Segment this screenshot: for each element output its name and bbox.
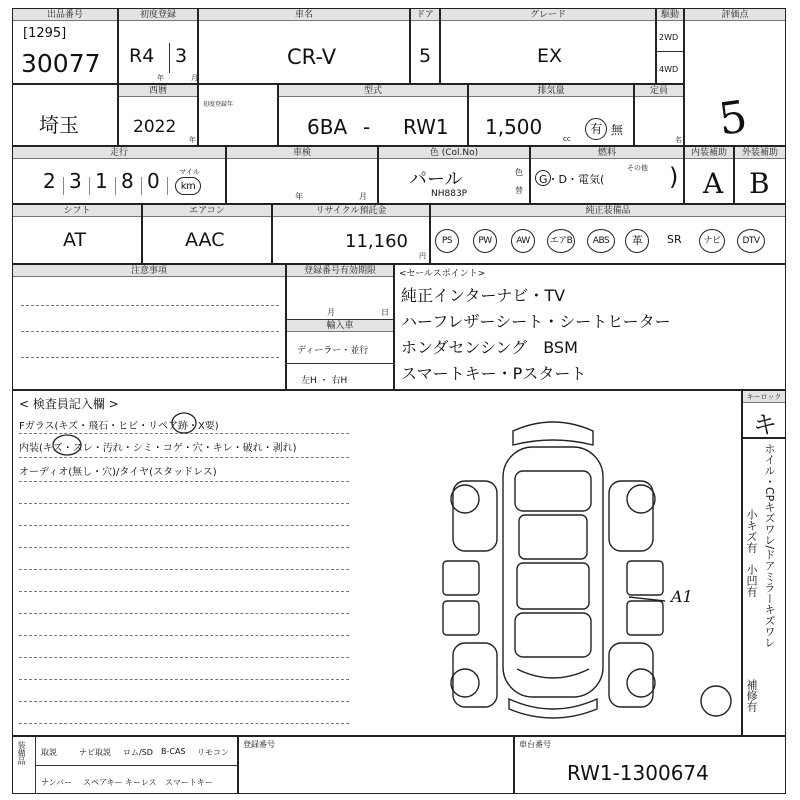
side-notes-cell (742, 438, 786, 736)
fuel-options: G・D・電気( (539, 173, 605, 186)
ac: AAC (185, 229, 225, 251)
mileage-digit-2: 3 (69, 169, 82, 193)
model-type-prefix: 6BA (307, 115, 348, 139)
fuel-close: ) (669, 163, 679, 191)
fuel-other: その他 (627, 164, 648, 172)
sales-point-1: 純正インターナビ・TV (401, 286, 566, 305)
header-shift: シフト (13, 205, 141, 217)
inspection-title: < 検査員記入欄 > (19, 397, 119, 411)
sales-points-cell (394, 264, 786, 390)
equipment-label: 装備品 (17, 741, 26, 765)
header-import: 輸入車 (287, 320, 393, 332)
header-exterior-grade: 外装補助 (735, 147, 785, 159)
doors: 5 (419, 45, 432, 67)
month-unit: 月 (191, 74, 198, 82)
inspection-audio-tire: オーディオ(無し・穴)/タイヤ(スタッドレス) (19, 467, 217, 478)
west-year: 2022 (133, 117, 177, 137)
grade-cell (440, 8, 656, 84)
color-change-1: 色 (515, 168, 523, 177)
mile-label: マイル (179, 168, 200, 176)
prefecture-cell (12, 84, 118, 146)
grade: EX (537, 45, 563, 67)
car-name: CR-V (287, 45, 337, 69)
damage-mark: A1 (671, 587, 693, 606)
expiry-month-unit: 月 (327, 308, 335, 317)
car-diagram (433, 411, 673, 731)
km-label: km (175, 177, 201, 195)
lot-number: 30077 (21, 49, 101, 78)
header-ac: エアコン (143, 205, 271, 217)
shift: AT (63, 229, 87, 251)
mileage-digit-3: 1 (95, 169, 108, 193)
option-navi: ナビ (699, 229, 725, 253)
recycle-cell (272, 204, 430, 264)
header-displacement: 排気量 (469, 85, 633, 97)
header-sales-points: <セールスポイント> (399, 269, 486, 279)
option-abs: ABS (587, 229, 615, 253)
color-cell (378, 146, 530, 204)
equip-rom-sd: ロム/SD (123, 748, 153, 757)
header-drive: 駆動 (657, 9, 683, 21)
header-key-lock: キーロック (743, 391, 785, 403)
doors-cell (410, 8, 440, 84)
interior-grade-cell (684, 146, 734, 204)
equip-spare-key: スペアキー (83, 778, 123, 787)
header-registration-expiry: 登録番号有効期限 (287, 265, 393, 277)
registration-era-year: R4 (129, 45, 155, 67)
prefecture: 埼玉 (39, 113, 79, 137)
header-grade: グレード (441, 9, 655, 21)
header-interior-grade: 内装補助 (685, 147, 733, 159)
header-score: 評価点 (685, 9, 785, 21)
notes-cell (12, 264, 286, 390)
ac-cell (142, 204, 272, 264)
option-leather: 革 (625, 229, 649, 253)
mileage-cell (12, 146, 226, 204)
options-cell (430, 204, 786, 264)
equip-navi-manual: ナビ取説 (79, 748, 111, 757)
option-airbag: エアB (547, 229, 575, 253)
equip-plate: ナンバー (41, 778, 73, 787)
score-cell (684, 8, 786, 146)
header-west-year: 西暦 (119, 85, 197, 97)
mileage-digit-5: 0 (147, 169, 160, 193)
score-value: 5 (715, 91, 751, 146)
displacement-cell (468, 84, 634, 146)
turbo-yes: 有 (585, 118, 607, 140)
capacity-cell (634, 84, 684, 146)
option-dtv: DTV (737, 229, 765, 253)
displacement: 1,500 (485, 115, 543, 139)
header-lot-number: 出品番号 (13, 9, 117, 21)
exterior-grade-cell (734, 146, 786, 204)
west-year-cell (118, 84, 198, 146)
header-options: 純正装備品 (431, 205, 785, 217)
equip-manual: 取説 (41, 748, 57, 757)
color-name: パール (409, 169, 463, 190)
model-type-code: RW1 (403, 115, 449, 139)
recycle-amount: 11,160 (345, 231, 408, 252)
expiry-day-unit: 日 (381, 308, 389, 317)
header-registration-number: 登録番号 (243, 740, 275, 749)
inspection-interior: 内装(キズ・スレ・汚れ・シミ・コゲ・穴・キレ・破れ・剥れ) (19, 443, 297, 454)
header-recycle: リサイクル預託金 (273, 205, 429, 217)
chassis-number: RW1-1300674 (567, 761, 709, 785)
first-reg-note: 初度登録年 (203, 101, 234, 108)
drive-4wd: 4WD (659, 65, 679, 74)
interior-grade: A (703, 167, 724, 200)
header-doors: ドア (411, 9, 439, 21)
first-registration-cell (118, 8, 198, 84)
equip-keyless: キーレス (125, 778, 157, 787)
first-reg-note-cell (198, 84, 278, 146)
header-model-type: 型式 (279, 85, 467, 97)
registration-month: 3 (175, 45, 188, 67)
color-change-2: 替 (515, 186, 523, 195)
side-note-3: 補修有 (745, 679, 758, 712)
sales-point-2: ハーフレザーシート・シートヒーター (401, 312, 671, 331)
inspection-date-cell (226, 146, 378, 204)
capacity-unit: 名 (675, 136, 682, 144)
lot-small-number: [1295] (23, 26, 67, 41)
equip-bcas: B-CAS (161, 747, 186, 756)
inspection-month-unit: 月 (359, 192, 367, 201)
header-mileage: 走行 (13, 147, 225, 159)
dealer-parallel: ディーラー・並行 (297, 346, 369, 356)
option-pw: PW (473, 229, 497, 253)
chassis-number-cell (514, 736, 786, 794)
shift-cell (12, 204, 142, 264)
inspection-windshield: Fガラス(キズ・飛石・ヒビ・リペア跡・X要) (19, 421, 219, 432)
handle-side: 左H ・ 右H (301, 376, 348, 386)
equip-remote: リモコン (197, 748, 229, 757)
model-type-separator: - (363, 115, 371, 139)
footer-equipment-cell (12, 736, 238, 794)
recycle-yen: 円 (419, 252, 426, 260)
displacement-unit: cc (563, 135, 571, 143)
year-unit: 年 (157, 74, 164, 82)
drive-2wd: 2WD (659, 33, 679, 42)
side-note-2: 小キズ有 小凹有 (745, 509, 758, 597)
turbo-no: 無 (611, 123, 624, 137)
header-fuel: 燃料 (531, 147, 683, 159)
option-ps: PS (435, 229, 459, 253)
header-car-name: 車名 (199, 9, 409, 21)
sales-point-3: ホンダセンシング BSM (401, 338, 578, 357)
key-lock-mark: キ (753, 411, 777, 439)
west-year-unit: 年 (189, 136, 196, 144)
inspection-year-unit: 年 (295, 192, 303, 201)
header-first-registration: 初度登録 (119, 9, 197, 21)
header-inspection-date: 車検 (227, 147, 377, 159)
model-type-cell (278, 84, 468, 146)
auction-sheet (12, 8, 786, 794)
option-aw: AW (511, 229, 535, 253)
lot-number-cell (12, 8, 118, 84)
header-chassis-number: 車台番号 (519, 740, 551, 749)
car-name-cell (198, 8, 410, 84)
header-notes: 注意事項 (13, 265, 285, 277)
option-sunroof: SR (667, 233, 682, 246)
equip-smart-key: スマートキー (165, 778, 213, 787)
sales-point-4: スマートキー・Pスタート (401, 364, 587, 383)
header-color: 色 (Col.No) (379, 147, 529, 159)
spare-tire-icon (699, 681, 733, 721)
registration-expiry-cell (286, 264, 394, 390)
key-lock-cell (742, 390, 786, 438)
mileage-digit-4: 8 (121, 169, 134, 193)
exterior-grade: B (749, 167, 770, 200)
inspection-area (12, 390, 742, 736)
side-note-1: ホイル・CPキズワレ/ドアミラーキズワレ (763, 443, 776, 649)
color-code: NH883P (431, 189, 468, 199)
drive-cell (656, 8, 684, 84)
mileage-digit-1: 2 (43, 169, 56, 193)
fuel-cell (530, 146, 684, 204)
header-capacity: 定員 (635, 85, 683, 97)
registration-number-cell (238, 736, 514, 794)
